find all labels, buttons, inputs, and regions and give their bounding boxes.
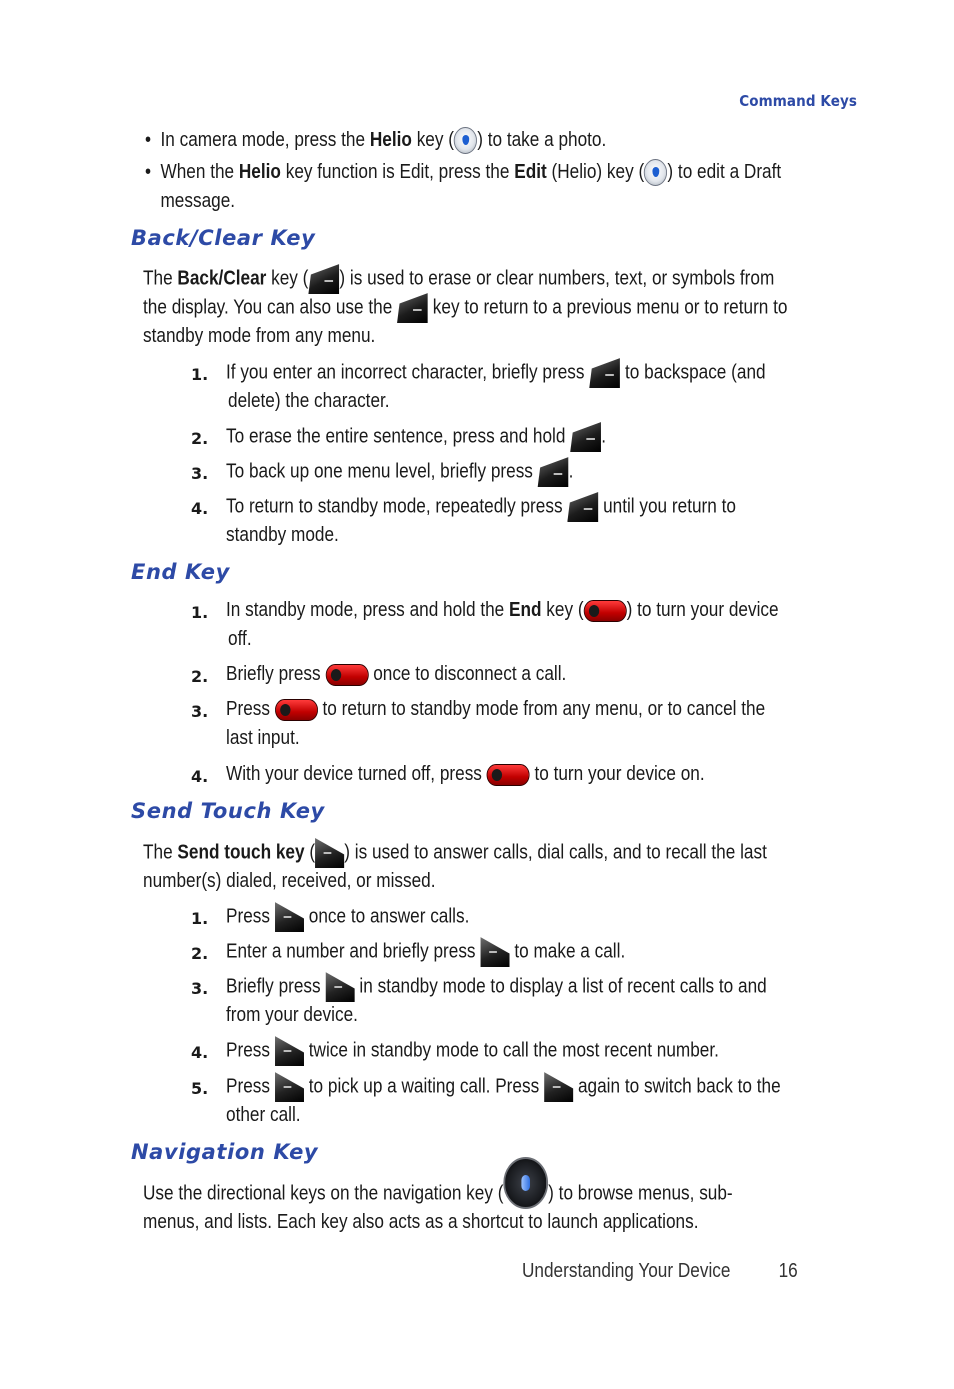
running-header: Command Keys xyxy=(739,92,857,110)
end-key-icon xyxy=(275,699,318,721)
step-number: 5. xyxy=(191,1079,209,1098)
text-run: When the xyxy=(160,161,239,183)
paragraph-line: number(s) dialed, received, or missed. xyxy=(143,870,436,892)
helio-key-icon xyxy=(454,127,477,154)
text-run: In standby mode, press and hold the xyxy=(226,599,510,621)
text-run: in standby mode to display a list of recent calls to and xyxy=(354,975,767,998)
back-clear-key-icon xyxy=(397,293,428,323)
step-number: 2. xyxy=(191,667,209,686)
text-run: the display. You can also use the xyxy=(143,296,398,319)
step-text xyxy=(226,760,705,789)
text-run: To back up one menu level, briefly press xyxy=(226,460,538,483)
bullet-dot: • xyxy=(145,129,152,151)
paragraph-line: menus, and lists. Each key also acts as a shortcut to launch applications. xyxy=(143,1211,699,1233)
step-text xyxy=(226,660,566,689)
back-clear-key-icon xyxy=(570,422,601,452)
bullet-text xyxy=(160,126,606,155)
text-run: Press xyxy=(226,698,275,720)
key-name: Send touch key xyxy=(177,841,305,864)
text-run: Briefly press xyxy=(226,663,326,685)
section-heading-end-key: End Key xyxy=(131,560,230,584)
text-run: Press xyxy=(226,905,275,928)
step-number: 2. xyxy=(191,429,209,448)
key-name: Helio xyxy=(238,161,281,183)
section-heading-navigation-key: Navigation Key xyxy=(131,1140,319,1164)
helio-key-icon xyxy=(644,159,667,186)
text-run: once to disconnect a call. xyxy=(368,663,567,685)
back-clear-key-icon xyxy=(589,358,620,388)
step-text xyxy=(226,902,469,932)
text-run: ) to take a photo. xyxy=(477,129,607,151)
send-key-icon xyxy=(275,1036,304,1066)
key-name: End xyxy=(509,599,542,621)
text-run: If you enter an incorrect character, briefly press xyxy=(226,361,590,384)
step-number: 2. xyxy=(191,944,209,963)
send-key-icon xyxy=(275,902,304,932)
text-run: to return to standby mode from any menu, or to cancel the xyxy=(317,698,766,720)
section-heading-back-clear: Back/Clear Key xyxy=(131,226,316,250)
text-run: ) to edit a Draft xyxy=(667,161,782,183)
paragraph-line xyxy=(143,264,774,294)
text-run: key ( xyxy=(266,267,309,290)
step-number: 1. xyxy=(191,603,209,622)
send-key-icon xyxy=(315,838,344,868)
paragraph-line xyxy=(143,293,787,323)
text-run: to pick up a waiting call. Press xyxy=(303,1075,544,1098)
text-run: The xyxy=(143,267,178,290)
text-run: once to answer calls. xyxy=(303,905,470,928)
step-continuation: off. xyxy=(228,628,252,650)
step-continuation: from your device. xyxy=(226,1004,358,1026)
step-number: 1. xyxy=(191,365,209,384)
step-number: 4. xyxy=(191,499,209,518)
text-run: To erase the entire sentence, press and hold xyxy=(226,425,571,448)
text-run: to make a call. xyxy=(509,940,626,963)
text-run: Press xyxy=(226,1039,275,1062)
text-run: to turn your device on. xyxy=(529,763,705,785)
key-name: Back/Clear xyxy=(177,267,267,290)
text-run: to backspace (and xyxy=(620,361,766,384)
page-footer xyxy=(522,1260,798,1283)
end-key-icon xyxy=(487,764,530,786)
step-text xyxy=(226,1072,781,1102)
step-continuation: last input. xyxy=(226,727,300,749)
back-clear-key-icon xyxy=(308,264,339,294)
page-number: 16 xyxy=(778,1260,798,1282)
end-key-icon xyxy=(584,600,627,622)
text-run: ) is used to answer calls, dial calls, and to recall the last xyxy=(344,841,767,864)
text-run: key ( xyxy=(411,129,454,151)
text-run: Press xyxy=(226,1075,275,1098)
navigation-key-icon xyxy=(503,1157,548,1209)
bullet-dot: • xyxy=(145,161,152,183)
text-run: Enter a number and briefly press xyxy=(226,940,481,963)
bullet-text xyxy=(160,158,781,187)
text-run: key ( xyxy=(541,599,584,621)
text-run: again to switch back to the xyxy=(573,1075,781,1098)
text-run: until you return to xyxy=(598,495,736,518)
text-run: To return to standby mode, repeatedly press xyxy=(226,495,568,518)
text-run: twice in standby mode to call the most recent number. xyxy=(303,1039,719,1062)
key-name: Helio xyxy=(369,129,412,151)
step-text xyxy=(226,596,779,625)
send-key-icon xyxy=(325,972,354,1002)
text-run: ) to turn your device xyxy=(626,599,779,621)
text-run: key function is Edit, press the xyxy=(280,161,515,183)
send-key-icon xyxy=(275,1072,304,1102)
step-text xyxy=(226,358,766,388)
step-continuation: other call. xyxy=(226,1104,301,1126)
text-run: The xyxy=(143,841,178,864)
text-run: key to return to a previous menu or to return to xyxy=(428,296,788,319)
paragraph-line: standby mode from any menu. xyxy=(143,325,376,347)
step-text xyxy=(226,1036,719,1066)
text-run: In camera mode, press the xyxy=(160,129,370,151)
text-run: . xyxy=(601,425,606,448)
step-text xyxy=(226,457,573,487)
text-run: Briefly press xyxy=(226,975,326,998)
send-key-icon xyxy=(544,1072,573,1102)
step-text xyxy=(226,695,765,724)
step-number: 3. xyxy=(191,979,209,998)
step-number: 1. xyxy=(191,909,209,928)
text-run: With your device turned off, press xyxy=(226,763,487,785)
step-text xyxy=(226,492,736,522)
step-text xyxy=(226,937,625,967)
end-key-icon xyxy=(325,664,368,686)
step-text xyxy=(226,972,767,1002)
footer-section-title: Understanding Your Device xyxy=(522,1260,731,1282)
text-run: ) to browse menus, sub- xyxy=(548,1182,733,1205)
text-run: ( xyxy=(304,841,316,864)
paragraph-line xyxy=(143,838,767,868)
text-run: ) is used to erase or clear numbers, text, or symbols from xyxy=(339,267,775,290)
back-clear-key-icon xyxy=(567,492,598,522)
text-run: Use the directional keys on the navigation key ( xyxy=(143,1182,504,1205)
step-number: 4. xyxy=(191,1043,209,1062)
step-number: 3. xyxy=(191,464,209,483)
step-number: 3. xyxy=(191,702,209,721)
back-clear-key-icon xyxy=(538,457,569,487)
text-run: (Helio) key ( xyxy=(546,161,645,183)
step-continuation: delete) the character. xyxy=(228,390,390,412)
step-text xyxy=(226,422,606,452)
step-number: 4. xyxy=(191,767,209,786)
text-run: . xyxy=(568,460,574,483)
send-key-icon xyxy=(480,937,509,967)
paragraph-line xyxy=(143,1179,733,1209)
step-continuation: standby mode. xyxy=(226,524,339,546)
key-name: Edit xyxy=(514,161,547,183)
bullet-text: message. xyxy=(160,190,236,212)
section-heading-send-key: Send Touch Key xyxy=(131,799,325,823)
